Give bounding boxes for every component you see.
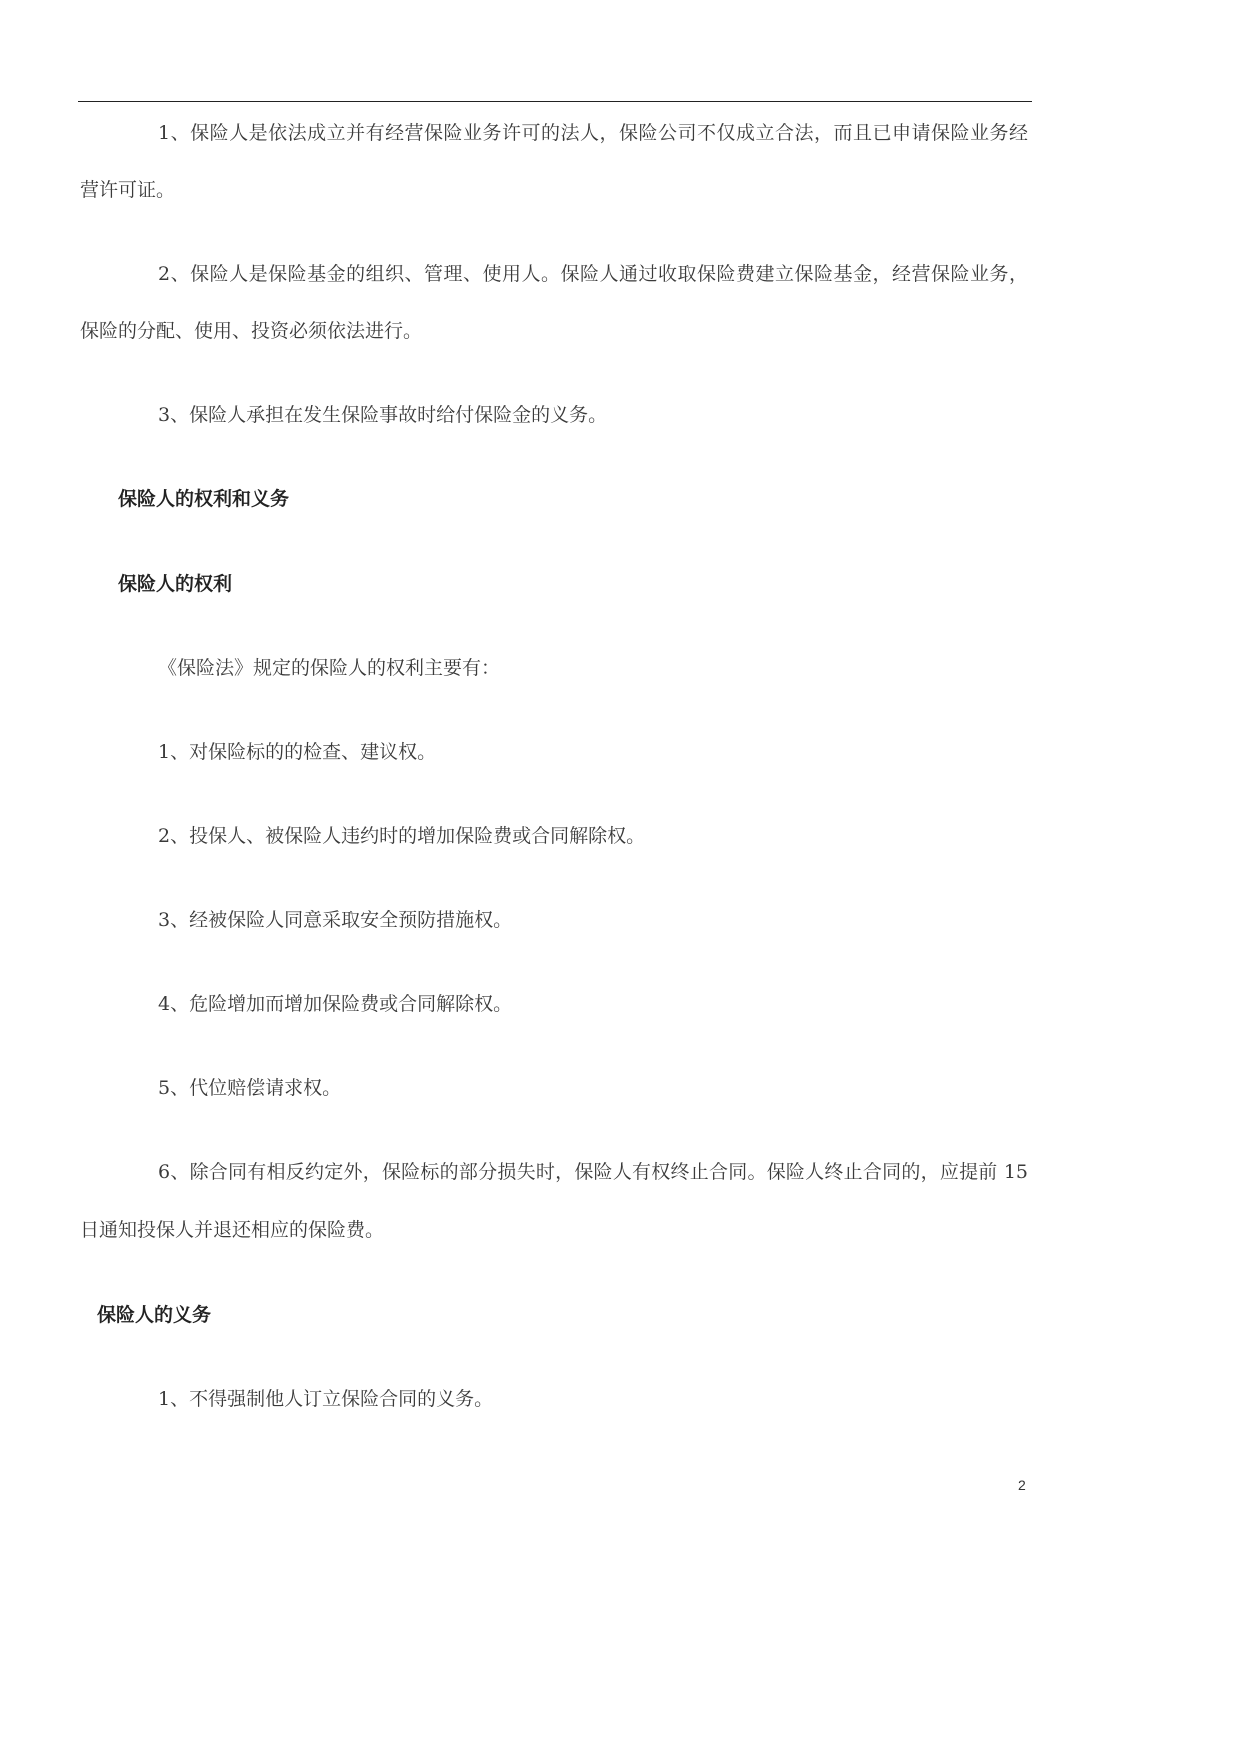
right-item-1: 1、对保险标的的检查、建议权。 bbox=[158, 741, 437, 763]
right-item-6-line-2: 日通知投保人并退还相应的保险费。 bbox=[80, 1219, 385, 1241]
paragraph-2-line-2: 保险的分配、使用、投资必须依法进行。 bbox=[80, 320, 423, 342]
page-number: 2 bbox=[1018, 1477, 1026, 1493]
paragraph-1-line-2: 营许可证。 bbox=[80, 179, 176, 201]
right-item-2: 2、投保人、被保险人违约时的增加保险费或合同解除权。 bbox=[158, 825, 646, 847]
paragraph-rights-intro: 《保险法》规定的保险人的权利主要有： bbox=[158, 657, 501, 679]
right-item-3: 3、经被保险人同意采取安全预防措施权。 bbox=[158, 909, 513, 931]
heading-rights-and-obligations: 保险人的权利和义务 bbox=[118, 488, 290, 510]
paragraph-1-line-1: 1、保险人是依法成立并有经营保险业务许可的法人，保险公司不仅成立合法，而且已申请保险业务经 bbox=[158, 122, 1028, 144]
paragraph-2-line-1: 2、保险人是保险基金的组织、管理、使用人。保险人通过收取保险费建立保险基金，经营保险业务， bbox=[158, 263, 1028, 285]
heading-rights: 保险人的权利 bbox=[118, 573, 233, 595]
obligation-item-1: 1、不得强制他人订立保险合同的义务。 bbox=[158, 1388, 494, 1410]
paragraph-3: 3、保险人承担在发生保险事故时给付保险金的义务。 bbox=[158, 404, 608, 426]
right-item-4: 4、危险增加而增加保险费或合同解除权。 bbox=[158, 993, 513, 1015]
right-item-6-line-1: 6、除合同有相反约定外，保险标的部分损失时，保险人有权终止合同。保险人终止合同的，应提前 15 bbox=[158, 1161, 1028, 1183]
header-rule bbox=[78, 101, 1032, 102]
heading-obligations: 保险人的义务 bbox=[97, 1304, 212, 1326]
right-item-5: 5、代位赔偿请求权。 bbox=[158, 1077, 342, 1099]
